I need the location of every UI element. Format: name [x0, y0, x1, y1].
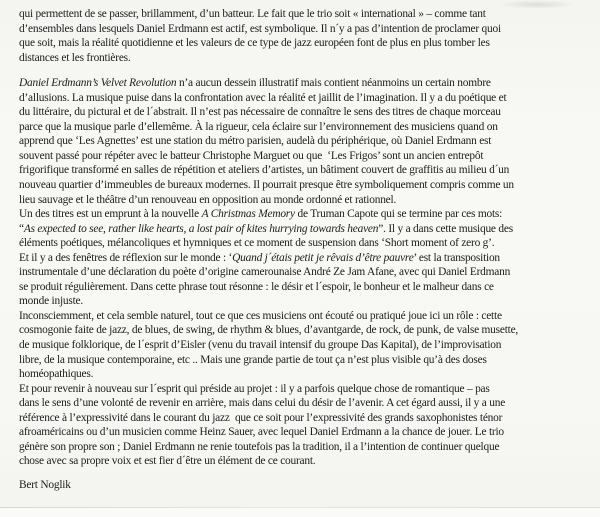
text-line: [19, 149, 594, 164]
text-line: [19, 382, 594, 397]
text-line: [19, 222, 594, 237]
author-signature: Bert Noglik: [19, 478, 71, 491]
text-line: [19, 7, 594, 22]
italic-text-segment: A Christmas Memory: [201, 208, 295, 221]
text-segment: afroaméricains ou d’un musicien comme Heinz Sauer, avec lequel Daniel Erdmann a la chance de jouer. Le trio: [19, 426, 504, 439]
text-line: [19, 22, 594, 37]
text-segment: ’ est la transposition: [413, 251, 500, 264]
text-line: [19, 134, 594, 149]
text-line: [19, 309, 594, 324]
text-line: [19, 411, 594, 426]
text-segment: Inconsciemment, et cela semble naturel, tout ce que ces musiciens ont écouté ou pratiqué joue ici un rôle : cette: [19, 309, 502, 322]
text-segment: de musique folklorique, de l´esprit d’Eisler (venu du travail intensif du groupe Das Kapital), de l’improvisation: [19, 339, 502, 352]
text-segment: dans le sens d’une volonté de revenir en arrière, mais dans celui du désir de l’avenir. A cet égard aussi, il y a une: [19, 397, 506, 410]
scan-bottom-strip: [0, 508, 600, 517]
text-segment: distances et les frontières.: [19, 51, 131, 64]
text-segment: souvent passé pour répéter avec le batteur Christophe Marguet ou que ‘Les Frigos’ sont un ancien entrepôt: [19, 149, 484, 162]
paragraph: [19, 7, 594, 65]
text-segment: référence à l’expressivité dans le courant du jazz que ce soit pour l’expressivité des grands saxophonistes ténor: [19, 411, 503, 424]
paragraph: [19, 207, 594, 251]
italic-text-segment: Quand j´étais petit je rêvais d’être pauvre: [232, 251, 414, 264]
text-segment: cosmogonie faite de jazz, de blues, de swing, de rhythm & blues, d’avantgarde, de rock, de punk, de valse musette,: [19, 324, 519, 337]
text-line: [19, 91, 594, 106]
italic-text-segment: Daniel Erdmann’s Velvet Revolution: [19, 77, 177, 90]
text-segment: n’a aucun dessein illustratif mais contient néanmoins un certain nombre: [176, 77, 491, 90]
text-line: [19, 265, 594, 280]
text-segment: d’ensembles dans lesquels Daniel Erdmann est actif, est symbolique. Il n´y a pas d’intention de proclamer quoi: [19, 22, 501, 35]
text-segment: Et pour revenir à nouveau sur l´esprit qui préside au projet : il y a parfois quelque chose de romantique – pas: [19, 382, 490, 395]
text-line: [19, 367, 594, 382]
text-segment: que soit, mais la réalité quotidienne et les valeurs de ce type de jazz européen font de plus en plus tomber les: [19, 37, 490, 50]
italic-text-segment: As expected to see, rather like hearts, a lost pair of kites hurrying towards heaven: [23, 222, 379, 235]
text-segment: homéopathiques.: [19, 368, 94, 381]
text-line: [19, 236, 594, 251]
text-segment: du littéraire, du pictural et de l´abstrait. Il n’est pas nécessaire de connaître le sens des titres de chaque morceau: [19, 106, 501, 119]
text-segment: ”. Il y a dans cette musique des: [378, 222, 513, 235]
text-line: [19, 338, 594, 353]
text-segment: parce que la musique parle d’ellemême. À la rigueur, cela éclaire sur l’environnement des musiciens quand on: [19, 120, 498, 133]
text-line: [19, 425, 594, 440]
text-line: [19, 36, 594, 51]
text-segment: nouveau quartier d’immeubles de bureaux modernes. Il pourrait presque être symboliquement compris comme un: [19, 179, 514, 192]
paragraph: [19, 251, 594, 309]
text-segment: “: [19, 222, 24, 235]
text-segment: d’allusions. La musique puise dans la confrontation avec la réalité et jaillit de l’imagination. Il y a du poétique et: [19, 91, 507, 104]
text-segment: frigorifique transformé en salles de répétition et ateliers d’artistes, un bâtiment couvert de graffitis au milieu d´un: [19, 164, 510, 177]
text-line: [19, 163, 594, 178]
text-segment: apprend que ‘Les Agnettes’ est une station du métro parisien, audelà du périphérique, où Daniel Erdmann est: [19, 135, 492, 148]
text-line: [19, 280, 594, 295]
text-line: [19, 120, 594, 135]
text-line: [19, 440, 594, 455]
text-line: [19, 294, 594, 309]
text-line: [19, 454, 594, 469]
text-segment: Un des titres est un emprunt à la nouvelle: [19, 208, 202, 221]
text-segment: éléments poétiques, mélancoliques et hymniques et ce moment de suspension dans ‘Short moment of zero g’.: [19, 237, 495, 250]
text-line: [19, 76, 594, 91]
text-segment: de Truman Capote qui se termine par ces mots:: [294, 208, 503, 221]
text-segment: instrumentale d’une déclaration du poète d’origine camerounaise André Ze Jam Afane, avec qui Daniel Erdmann: [19, 266, 511, 279]
text-segment: se produit régulièrement. Dans cette phrase tout résonne : le désir et l´espoir, le bonheur et le malheur dans ce: [19, 280, 494, 293]
text-segment: monde injuste.: [19, 295, 83, 308]
text-line: [19, 51, 594, 66]
text-segment: génère son propre son ; Daniel Erdmann ne renie toutefois pas la tradition, il a l’intention de continuer quelque: [19, 440, 500, 453]
text-segment: chose avec sa propre voix et est fier d´être un élément de ce courant.: [19, 455, 316, 468]
paragraph: [19, 76, 594, 207]
text-segment: Et il y a des fenêtres de réflexion sur le monde : ‘: [19, 251, 233, 264]
text-segment: libre, de la musique contemporaine, etc .. Mais une grande partie de tout ça n’est plus visible qu’à des doses: [19, 353, 487, 366]
text-line: [19, 193, 594, 208]
text-line: [19, 178, 594, 193]
text-segment: qui permettent de se passer, brillamment, d’un batteur. Le fait que le trio soit « international » – comme tant: [19, 8, 486, 20]
text-line: [19, 396, 594, 411]
text-segment: lieu sauvage et le théâtre d’un renouveau en opposition au monde ordonné et rationnel.: [19, 193, 397, 206]
paragraph: [19, 309, 594, 382]
text-line: [19, 251, 594, 266]
text-line: [19, 323, 594, 338]
text-line: [19, 105, 594, 120]
document-body: [19, 7, 594, 469]
paragraph: [19, 382, 594, 469]
text-line: [19, 207, 594, 222]
text-line: [19, 353, 594, 368]
